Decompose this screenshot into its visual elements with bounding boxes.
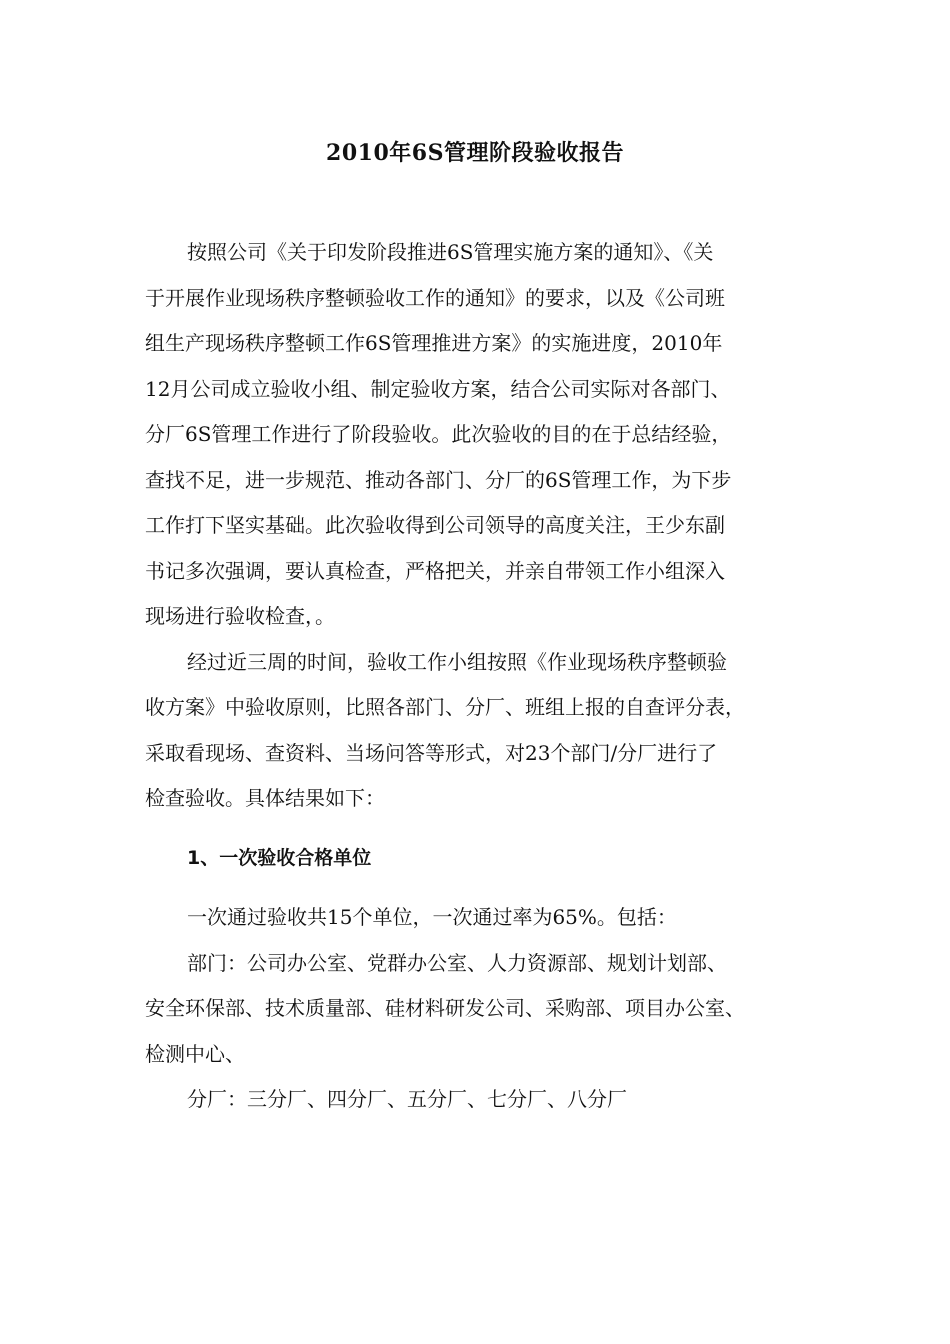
departments-line: 部门：公司办公室、党群办公室、人力资源部、规划计划部、 xyxy=(187,950,727,975)
paragraph-line: 12月公司成立验收小组、制定验收方案，结合公司实际对各部门、 xyxy=(145,376,731,401)
paragraph-line: 收方案》中验收原则，比照各部门、分厂、班组上报的自查评分表， xyxy=(145,695,745,719)
paragraph-line: 书记多次强调，要认真检查，严格把关，并亲自带领工作小组深入 xyxy=(145,558,725,583)
paragraph-line: 工作打下坚实基础。此次验收得到公司领导的高度关注，王少东副 xyxy=(145,513,725,537)
paragraph-line: 按照公司《关于印发阶段推进6S管理实施方案的通知》、《关 xyxy=(187,240,714,264)
paragraph-line: 查找不足，进一步规范、推动各部门、分厂的6S管理工作，为下步 xyxy=(145,467,732,492)
branches-line: 分厂：三分厂、四分厂、五分厂、七分厂、八分厂 xyxy=(187,1087,627,1111)
paragraph-line: 组生产现场秩序整顿工作6S管理推进方案》的实施进度，2010年 xyxy=(145,331,723,355)
paragraph-line: 分厂6S管理工作进行了阶段验收。此次验收的目的在于总结经验， xyxy=(145,422,732,446)
paragraph-line: 经过近三周的时间，验收工作小组按照《作业现场秩序整顿验 xyxy=(187,649,727,674)
paragraph-line: 检查验收。具体结果如下： xyxy=(145,786,385,810)
departments-line: 检测中心、 xyxy=(145,1041,245,1066)
paragraph-line: 采取看现场、查资料、当场问答等形式，对23个部门/分厂进行了 xyxy=(145,740,718,765)
document-body xyxy=(145,230,835,1123)
document-title: 2010年6S管理阶段验收报告 xyxy=(326,140,624,166)
departments-line: 安全环保部、技术质量部、硅材料研发公司、采购部、项目办公室、 xyxy=(145,996,745,1020)
paragraph-line: 于开展作业现场秩序整顿验收工作的通知》的要求，以及《公司班 xyxy=(145,285,725,310)
paragraph-line: 现场进行验收检查，。 xyxy=(145,604,335,628)
section-heading: 1、一次验收合格单位 xyxy=(187,846,372,869)
section-summary: 一次通过验收共15个单位，一次通过率为65%。包括： xyxy=(187,905,677,929)
